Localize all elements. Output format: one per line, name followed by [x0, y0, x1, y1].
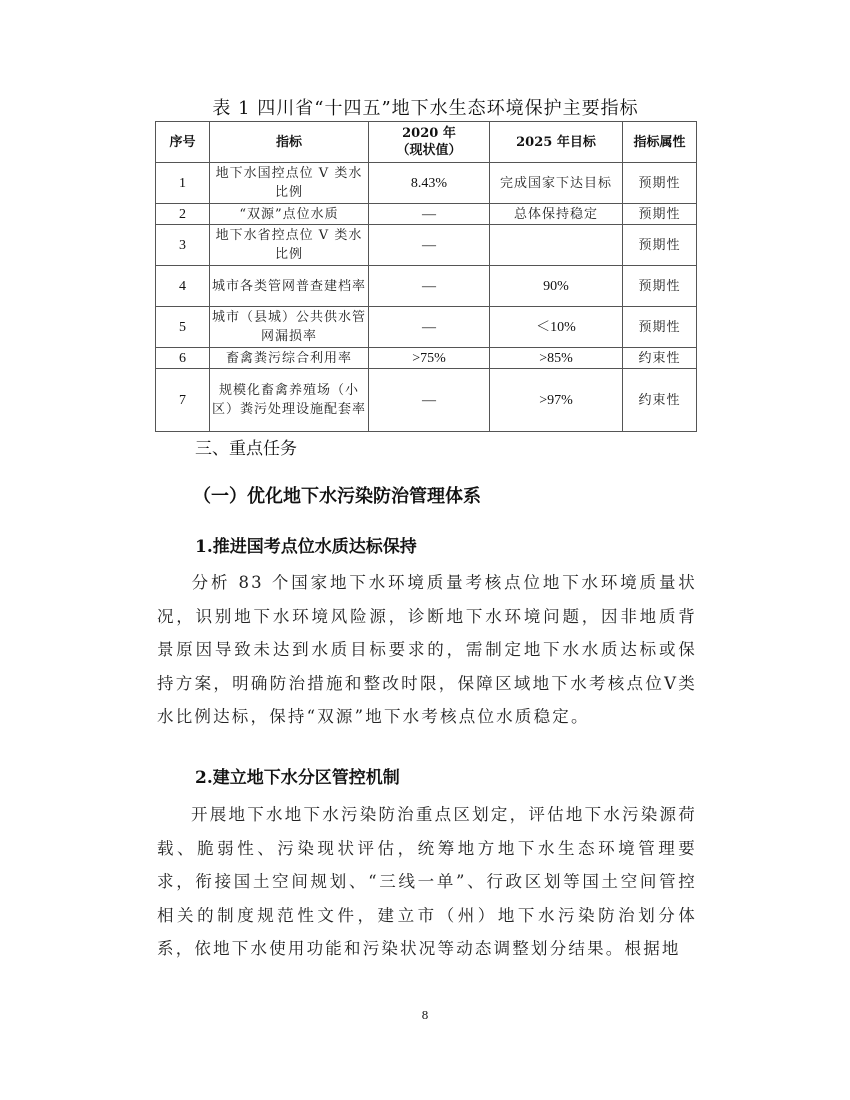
cell-attribute: 预期性 — [623, 204, 697, 225]
item-paragraph-1 — [157, 566, 697, 734]
cell-2020: — — [369, 369, 490, 432]
cell-no: 5 — [156, 307, 210, 348]
cell-attribute: 预期性 — [623, 225, 697, 266]
header-2020-line2: （现状值） — [396, 143, 462, 158]
cell-no: 1 — [156, 163, 210, 204]
cell-2025: 总体保持稳定 — [490, 204, 623, 225]
cell-2025: >85% — [490, 348, 623, 369]
cell-attribute: 预期性 — [623, 266, 697, 307]
cell-no: 4 — [156, 266, 210, 307]
table-row — [156, 348, 697, 369]
page-number: 8 — [421, 1009, 429, 1022]
table-row — [156, 225, 697, 266]
cell-2025 — [490, 225, 623, 266]
cell-2020: — — [369, 266, 490, 307]
cell-indicator: 城市各类管网普查建档率 — [210, 266, 369, 307]
header-2020 — [369, 122, 490, 163]
cell-no: 3 — [156, 225, 210, 266]
cell-indicator: “双源”点位水质 — [210, 204, 369, 225]
subsection-heading: （一）优化地下水污染防治管理体系 — [193, 486, 481, 507]
cell-no: 7 — [156, 369, 210, 432]
table-row — [156, 266, 697, 307]
cell-no: 6 — [156, 348, 210, 369]
table-header-row — [156, 122, 697, 163]
paragraph-text: 分析 83 个国家地下水环境质量考核点位地下水环境质量状况，识别地下水环境风险源，诊断地下水环境问题，因非地质背景原因导致未达到水质目标要求的，需制定地下水水质达标或保持方案，明确防治措施和整改时限，保障区域地下水考核点位V类水比例达标，保持“双源”地下水考核点位水质稳定。 — [157, 573, 697, 726]
cell-2020: — — [369, 204, 490, 225]
item-heading-1: 1.推进国考点位水质达标保持 — [195, 537, 417, 557]
cell-2020: — — [369, 307, 490, 348]
cell-2020: >75% — [369, 348, 490, 369]
cell-2020: 8.43% — [369, 163, 490, 204]
cell-attribute: 预期性 — [623, 307, 697, 348]
cell-attribute: 约束性 — [623, 348, 697, 369]
table-row — [156, 204, 697, 225]
cell-no: 2 — [156, 204, 210, 225]
table-caption: 表 1 四川省“十四五”地下水生态环境保护主要指标 — [212, 98, 639, 119]
cell-2025: >97% — [490, 369, 623, 432]
header-2025-target: 2025 年目标 — [490, 122, 623, 163]
cell-2025: ＜10% — [490, 307, 623, 348]
cell-indicator: 规模化畜禽养殖场（小区）粪污处理设施配套率 — [210, 369, 369, 432]
item-heading-2: 2.建立地下水分区管控机制 — [195, 768, 400, 788]
table-row — [156, 369, 697, 432]
table-row — [156, 163, 697, 204]
cell-indicator: 地下水省控点位 V 类水比例 — [210, 225, 369, 266]
item-paragraph-2 — [157, 798, 697, 966]
paragraph-text: 开展地下水地下水污染防治重点区划定，评估地下水污染源荷载、脆弱性、污染现状评估，统筹地方地下水生态环境管理要求，衔接国土空间规划、“三线一单”、行政区划等国土空间管控相关的制度规范性文件，建立市（州）地下水污染防治划分体系，依地下水使用功能和污染状况等动态调整划分结果。根据地 — [157, 805, 697, 958]
cell-indicator: 畜禽粪污综合利用率 — [210, 348, 369, 369]
cell-indicator: 地下水国控点位 V 类水比例 — [210, 163, 369, 204]
header-indicator: 指标 — [210, 122, 369, 163]
cell-indicator: 城市（县城）公共供水管网漏损率 — [210, 307, 369, 348]
cell-2025: 90% — [490, 266, 623, 307]
header-no: 序号 — [156, 122, 210, 163]
indicators-table — [155, 121, 697, 432]
cell-2020: — — [369, 225, 490, 266]
cell-attribute: 预期性 — [623, 163, 697, 204]
header-2020-line1: 2020 年 — [402, 126, 456, 141]
section-heading: 三、重点任务 — [195, 439, 297, 459]
header-attribute: 指标属性 — [623, 122, 697, 163]
cell-2025: 完成国家下达目标 — [490, 163, 623, 204]
cell-attribute: 约束性 — [623, 369, 697, 432]
table-row — [156, 307, 697, 348]
